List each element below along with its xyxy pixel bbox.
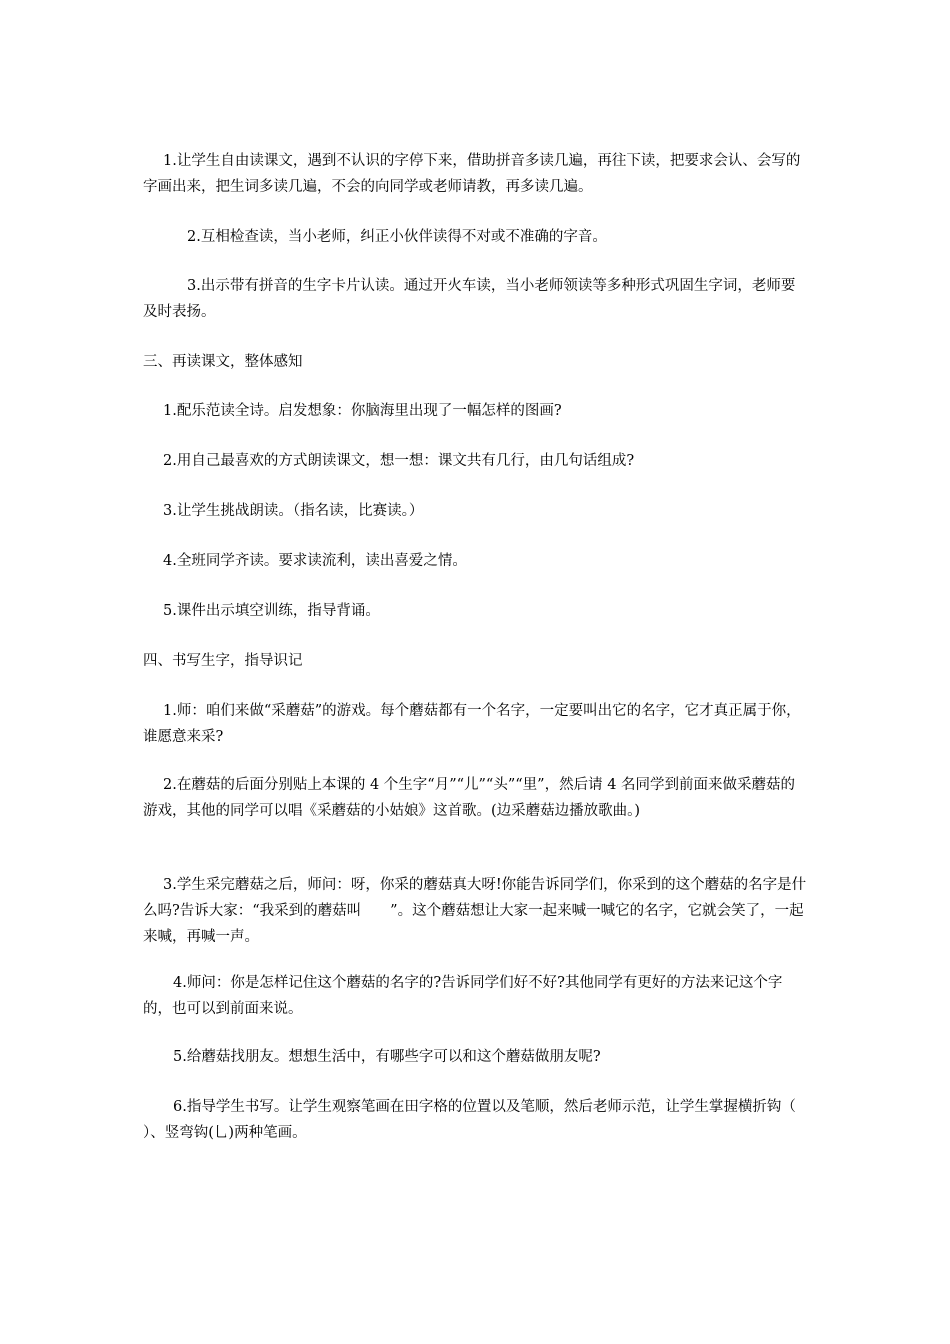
paragraph-challenge-reading: 3.让学生挑战朗读。（指名读，比赛读。） <box>163 503 424 519</box>
paragraph-how-remember: 4.师问：你是怎样记住这个蘑菇的名字的?告诉同学们好不好?其他同学有更好的方法来记这个字的，也可以到前面来说。 <box>143 975 783 1017</box>
paragraph-writing-guide: 6.指导学生书写。让学生观察笔画在田字格的位置以及笔顺，然后老师示范，让学生掌握横折钩（ ）、竖弯钩(乚)两种笔画。 <box>143 1099 796 1141</box>
paragraph-free-reading: 1.让学生自由读课文，遇到不认识的字停下来，借助拼音多读几遍，再往下读，把要求会认、会写的字画出来，把生词多读几遍，不会的向同学或老师请教，再多读几遍。 <box>143 153 801 195</box>
paragraph-class-reading: 4.全班同学齐读。要求读流利，读出喜爱之情。 <box>163 553 467 569</box>
section-heading-reread: 三、再读课文，整体感知 <box>143 354 303 370</box>
paragraph-music-reading: 1.配乐范读全诗。启发想象：你脑海里出现了一幅怎样的图画? <box>163 403 562 419</box>
paragraph-after-picking: 3.学生采完蘑菇之后，师问：呀，你采的蘑菇真大呀!你能告诉同学们，你采到的这个蘑菇的名字是什么吗?告诉大家：“我采到的蘑菇叫 ”。这个蘑菇想让大家一起来喊一喊它的名字，它就会笑了，一起来喊，再喊一声。 <box>143 877 807 945</box>
paragraph-mutual-check: 2.互相检查读，当小老师，纠正小伙伴读得不对或不准确的字音。 <box>187 229 607 245</box>
paragraph-favorite-reading: 2.用自己最喜欢的方式朗读课文，想一想：课文共有几行，由几句话组成? <box>163 453 635 469</box>
paragraph-card-reading: 3.出示带有拼音的生字卡片认读。通过开火车读，当小老师领读等多种形式巩固生字词，老师要及时表扬。 <box>143 278 796 320</box>
section-heading-writing: 四、书写生字，指导识记 <box>143 653 303 669</box>
paragraph-mushroom-game: 1.师：咱们来做“采蘑菇”的游戏。每个蘑菇都有一个名字，一定要叫出它的名字，它才真正属于你，谁愿意来采? <box>143 703 801 745</box>
paragraph-four-characters: 2.在蘑菇的后面分别贴上本课的 4 个生字“月”“儿”“头”“里”，然后请 4 名同学到前面来做采蘑菇的游戏，其他的同学可以唱《采蘑菇的小姑娘》这首歌。(边采蘑菇边播放歌曲。) <box>143 777 796 819</box>
paragraph-find-friends: 5.给蘑菇找朋友。想想生活中，有哪些字可以和这个蘑菇做朋友呢? <box>173 1049 601 1065</box>
paragraph-fill-blank: 5.课件出示填空训练，指导背诵。 <box>163 603 380 619</box>
